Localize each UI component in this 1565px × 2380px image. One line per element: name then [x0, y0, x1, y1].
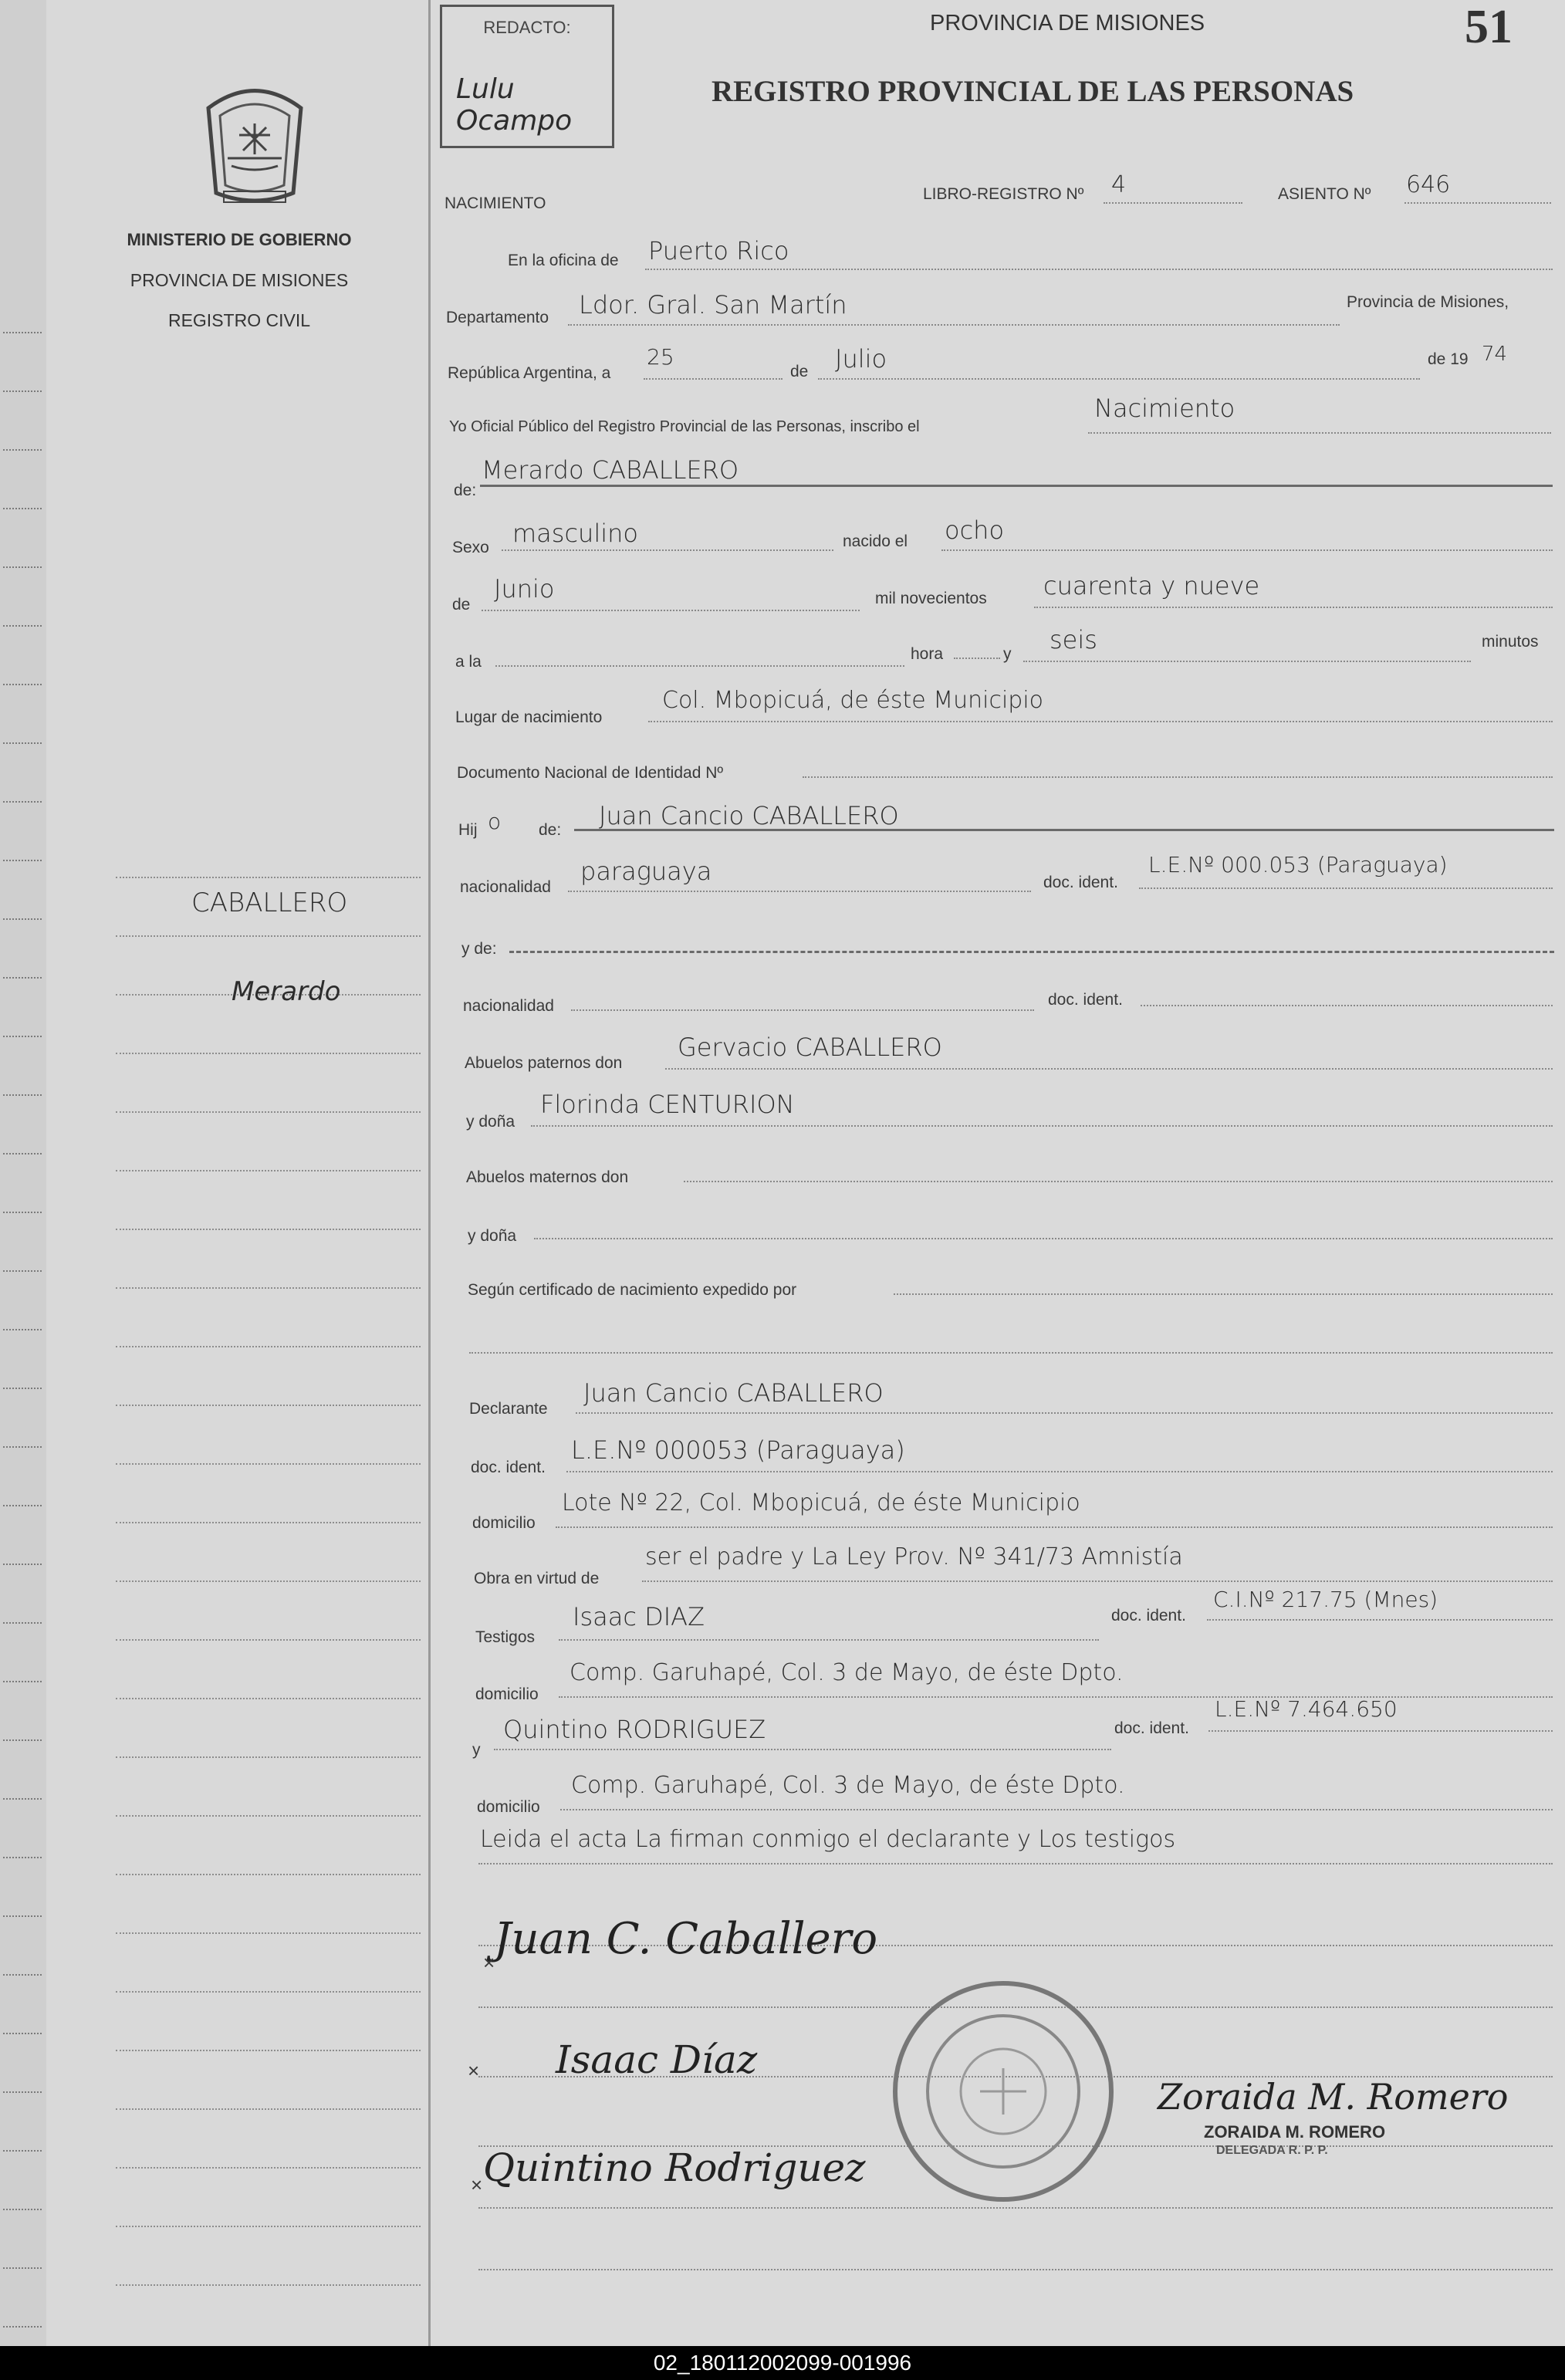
margin-ruled-line — [116, 1639, 421, 1641]
dom1-dots — [559, 1696, 1553, 1698]
testigo1: Isaac DIAZ — [573, 1602, 705, 1631]
de-persona-label: de: — [454, 482, 477, 499]
margin-ruled-line — [116, 935, 421, 937]
nacido-anio: cuarenta y nueve — [1043, 571, 1260, 600]
margin-ruled-line — [116, 1463, 421, 1465]
oficina-label: En la oficina de — [508, 252, 619, 269]
abuelo-pat-dots — [665, 1068, 1553, 1070]
declarante-value: Juan Cancio CABALLERO — [583, 1378, 884, 1408]
margin-ruled-line — [116, 1229, 421, 1230]
testigo1-doc-dots — [1207, 1619, 1553, 1621]
margin-province-label: PROVINCIA DE MISIONES — [130, 270, 349, 290]
margin-surname: CABALLERO — [191, 887, 348, 918]
strip-ruled-line — [3, 1798, 42, 1800]
margin-ruled-line — [116, 1111, 421, 1113]
testigos-label: Testigos — [475, 1628, 536, 1646]
leida-dots — [478, 1863, 1553, 1864]
declarante-dots — [576, 1412, 1553, 1414]
sig-line-5 — [478, 2207, 1553, 2209]
hijo-de-label: de: — [539, 821, 562, 839]
strip-ruled-line — [3, 2209, 42, 2210]
persona-value: Merardo CABALLERO — [482, 455, 739, 485]
nac2-label: nacionalidad — [463, 997, 554, 1015]
de-label: de — [790, 363, 809, 380]
testigo2-dots — [494, 1749, 1111, 1750]
provincial-emblem-icon — [177, 77, 332, 208]
strip-ruled-line — [3, 2091, 42, 2093]
left-margin — [46, 0, 432, 2346]
abuela-pat-dots — [531, 1125, 1553, 1127]
redacto-label: REDACTO: — [483, 18, 571, 37]
strip-ruled-line — [3, 449, 42, 451]
obra-value: ser el padre y La Ley Prov. Nº 341/73 Amnistía — [645, 1543, 1183, 1570]
yde-label: y de: — [461, 940, 497, 958]
margin-ruled-line — [116, 877, 421, 878]
asiento-value: 646 — [1406, 171, 1451, 198]
strip-ruled-line — [3, 625, 42, 627]
testigo2-doc: L.E.Nº 7.464.650 — [1215, 1696, 1398, 1722]
margin-given-name: Merardo — [232, 976, 341, 1007]
provincia-suffix: Provincia de Misiones, — [1347, 293, 1509, 311]
docident2-label: doc. ident. — [1048, 991, 1123, 1009]
nacido-anio-dots — [1034, 607, 1553, 608]
signature-testigo-2: Quintino Rodriguez — [483, 2145, 866, 2190]
sig-line-6 — [478, 2269, 1553, 2270]
padre-doc: L.E.Nº 000.053 (Paraguaya) — [1148, 852, 1448, 877]
inscribo-label: Yo Oficial Público del Registro Provincial de las Personas, inscribo el — [449, 418, 920, 435]
margin-ruled-line — [116, 1405, 421, 1406]
hora-label: hora — [911, 645, 944, 663]
certificado-label: Según certificado de nacimiento expedido por — [468, 1281, 797, 1299]
declarante-label: Declarante — [469, 1400, 548, 1418]
abuelos-pat-label: Abuelos paternos don — [465, 1054, 623, 1072]
dom2-value: Comp. Garuhapé, Col. 3 de Mayo, de éste Dpto. — [571, 1772, 1125, 1799]
image-footer — [0, 2346, 1565, 2380]
hijo-label: Hij — [458, 821, 478, 839]
libro-dots — [1104, 202, 1242, 204]
dom1-label: domicilio — [475, 1685, 539, 1703]
fecha-dia-dots — [644, 378, 782, 380]
madre-rule — [509, 951, 1554, 953]
anio-value: 74 — [1482, 343, 1508, 366]
strip-ruled-line — [3, 1857, 42, 1858]
officer-title: DELEGADA R. P. P. — [1216, 2144, 1328, 2157]
strip-ruled-line — [3, 1212, 42, 1213]
republica-label: República Argentina, a — [448, 364, 611, 382]
fecha-dia: 25 — [647, 344, 674, 370]
ala-label: a la — [455, 653, 482, 671]
decl-doc-dots — [566, 1471, 1553, 1472]
asiento-label: ASIENTO Nº — [1278, 185, 1371, 203]
decl-dom-dots — [556, 1526, 1553, 1528]
margin-ruled-line — [116, 2108, 421, 2110]
testigo1-doc: C.I.Nº 217.75 (Mnes) — [1213, 1587, 1438, 1612]
image-id: 02_180112002099-001996 — [653, 2351, 912, 2375]
header-title: REGISTRO PROVINCIAL DE LAS PERSONAS — [712, 75, 1354, 108]
strip-ruled-line — [3, 1739, 42, 1741]
strip-ruled-line — [3, 1681, 42, 1682]
asiento-dots — [1404, 202, 1551, 204]
padre-doc-dots — [1139, 887, 1553, 889]
decl-dom-value: Lote Nº 22, Col. Mbopicuá, de éste Municipio — [562, 1489, 1080, 1516]
redacto-signature: Lulu Ocampo — [456, 73, 573, 137]
redacto-box — [440, 5, 614, 148]
margin-ruled-line — [116, 1522, 421, 1523]
strip-ruled-line — [3, 1446, 42, 1448]
padre-value: Juan Cancio CABALLERO — [599, 801, 899, 830]
mark-x-1: × — [483, 1951, 495, 1974]
anio-label: de 19 — [1428, 350, 1469, 368]
strip-ruled-line — [3, 2150, 42, 2152]
signature-declarante: Juan C. Caballero — [494, 1914, 878, 1964]
margin-ruled-line — [116, 1170, 421, 1171]
strip-ruled-line — [3, 1505, 42, 1506]
sexo-value: masculino — [512, 519, 638, 548]
mark-x-2: × — [468, 2059, 480, 2082]
margin-ruled-line — [116, 1287, 421, 1289]
ydona2-label: y doña — [468, 1227, 517, 1245]
margin-ruled-line — [116, 1053, 421, 1054]
libro-value: 4 — [1111, 171, 1127, 198]
strip-ruled-line — [3, 2267, 42, 2269]
strip-ruled-line — [3, 1388, 42, 1389]
nacido-label: nacido el — [843, 532, 908, 550]
certificado-dots-2 — [469, 1352, 1553, 1354]
dom2-label: domicilio — [477, 1798, 540, 1816]
official-stamp — [887, 1976, 1119, 2207]
departamento-dots — [568, 324, 1340, 326]
dom1-value: Comp. Garuhapé, Col. 3 de Mayo, de éste Dpto. — [570, 1659, 1124, 1686]
section-label: NACIMIENTO — [444, 194, 546, 212]
minutos-dots — [1023, 661, 1471, 662]
strip-ruled-line — [3, 332, 42, 333]
fecha-mes-dots — [818, 378, 1420, 380]
testigo2-doc-dots — [1208, 1730, 1553, 1732]
binding-strip — [0, 0, 46, 2346]
margin-office-label: REGISTRO CIVIL — [167, 310, 311, 330]
strip-ruled-line — [3, 566, 42, 568]
margin-ruled-line — [116, 2226, 421, 2227]
minutos-label: minutos — [1482, 633, 1539, 651]
strip-ruled-line — [3, 1094, 42, 1096]
libro-label: LIBRO-REGISTRO Nº — [923, 185, 1084, 203]
nac-label: nacionalidad — [460, 878, 551, 896]
margin-ruled-line — [116, 1932, 421, 1934]
lugar-value: Col. Mbopicuá, de éste Municipio — [662, 687, 1044, 714]
ministry-label: MINISTERIO DE GOBIERNO — [127, 230, 352, 249]
hora-dots — [495, 665, 904, 667]
oficina-dots — [645, 269, 1553, 270]
strip-ruled-line — [3, 977, 42, 979]
mil-label: mil novecientos — [875, 590, 987, 607]
minutos-value: seis — [1050, 625, 1097, 654]
strip-ruled-line — [3, 742, 42, 744]
abuelo-pat: Gervacio CABALLERO — [678, 1033, 942, 1062]
sexo-dots — [502, 549, 833, 551]
testigo2-doc-label: doc. ident. — [1114, 1719, 1189, 1737]
y2-label: y — [472, 1741, 481, 1759]
dni-label: Documento Nacional de Identidad Nº — [457, 764, 724, 782]
strip-ruled-line — [3, 1564, 42, 1565]
officer-signature: Zoraida M. Romero — [1158, 2076, 1509, 2118]
madre-nac-dots — [571, 1009, 1034, 1011]
strip-ruled-line — [3, 1153, 42, 1155]
madre-doc-dots — [1141, 1005, 1553, 1006]
officer-name: ZORAIDA M. ROMERO — [1204, 2122, 1386, 2142]
leida-value: Leida el acta La firman conmigo el declarante y Los testigos — [480, 1826, 1176, 1853]
page-number: 51 — [1465, 1, 1513, 53]
certificado-dots — [894, 1293, 1553, 1295]
decl-doc-value: L.E.Nº 000053 (Paraguaya) — [571, 1435, 905, 1465]
hora2-dots — [954, 658, 1000, 659]
ydona-label: y doña — [466, 1113, 515, 1131]
padre-nac: paraguaya — [580, 857, 712, 886]
sexo-label: Sexo — [452, 539, 489, 556]
strip-ruled-line — [3, 390, 42, 392]
margin-ruled-line — [116, 1346, 421, 1347]
padre-nac-dots — [568, 891, 1031, 892]
strip-ruled-line — [3, 801, 42, 803]
testigo2: Quintino RODRIGUEZ — [503, 1715, 766, 1744]
strip-ruled-line — [3, 2326, 42, 2328]
inscribo-dots — [1088, 432, 1551, 434]
strip-ruled-line — [3, 1270, 42, 1272]
mark-x-3: × — [471, 2173, 483, 2196]
strip-ruled-line — [3, 1915, 42, 1917]
strip-ruled-line — [3, 2033, 42, 2034]
obra-dots — [642, 1580, 1553, 1582]
fecha-mes: Julio — [835, 344, 887, 374]
de2-label: de — [452, 596, 471, 614]
margin-ruled-line — [116, 1991, 421, 1993]
strip-ruled-line — [3, 860, 42, 861]
abuelos-mat-label: Abuelos maternos don — [466, 1168, 629, 1186]
oficina-value: Puerto Rico — [648, 236, 789, 265]
strip-ruled-line — [3, 508, 42, 509]
dom2-dots — [560, 1809, 1553, 1810]
abuela-mat-dots — [534, 1238, 1553, 1239]
testigo1-doc-label: doc. ident. — [1111, 1607, 1186, 1624]
signature-testigo-1: Isaac Díaz — [556, 2037, 758, 2082]
abuelo-mat-dots — [684, 1181, 1553, 1182]
departamento-label: Departamento — [446, 309, 549, 326]
testigo1-dots — [559, 1639, 1099, 1641]
margin-ruled-line — [116, 1874, 421, 1875]
lugar-label: Lugar de nacimiento — [455, 708, 603, 726]
nacido-mes: Junio — [494, 574, 555, 603]
obra-label: Obra en virtud de — [474, 1570, 600, 1587]
nacido-dia: ocho — [945, 516, 1005, 545]
hijo-suffix: o — [488, 809, 502, 834]
strip-ruled-line — [3, 1329, 42, 1330]
margin-ruled-line — [116, 2284, 421, 2286]
margin-ruled-line — [116, 1698, 421, 1699]
margin-ruled-line — [116, 1580, 421, 1582]
margin-ruled-line — [116, 1815, 421, 1817]
inscribo-value: Nacimiento — [1094, 394, 1235, 423]
strip-ruled-line — [3, 1036, 42, 1037]
lugar-dots — [648, 721, 1553, 722]
y-label: y — [1003, 645, 1012, 663]
header-province: PROVINCIA DE MISIONES — [930, 11, 1205, 35]
decl-dom-label: domicilio — [472, 1514, 536, 1532]
margin-ruled-line — [116, 2167, 421, 2169]
decl-doc-label: doc. ident. — [471, 1459, 546, 1476]
margin-ruled-line — [116, 2050, 421, 2051]
nacido-dots — [941, 549, 1553, 551]
docident-label: doc. ident. — [1043, 874, 1118, 891]
strip-ruled-line — [3, 1974, 42, 1976]
strip-ruled-line — [3, 1622, 42, 1624]
nacido-mes-dots — [482, 610, 860, 611]
departamento-value: Ldor. Gral. San Martín — [579, 290, 847, 319]
strip-ruled-line — [3, 918, 42, 920]
abuela-pat: Florinda CENTURION — [540, 1090, 795, 1119]
dni-dots — [803, 776, 1553, 778]
strip-ruled-line — [3, 684, 42, 685]
margin-ruled-line — [116, 1756, 421, 1758]
persona-rule — [480, 485, 1553, 487]
